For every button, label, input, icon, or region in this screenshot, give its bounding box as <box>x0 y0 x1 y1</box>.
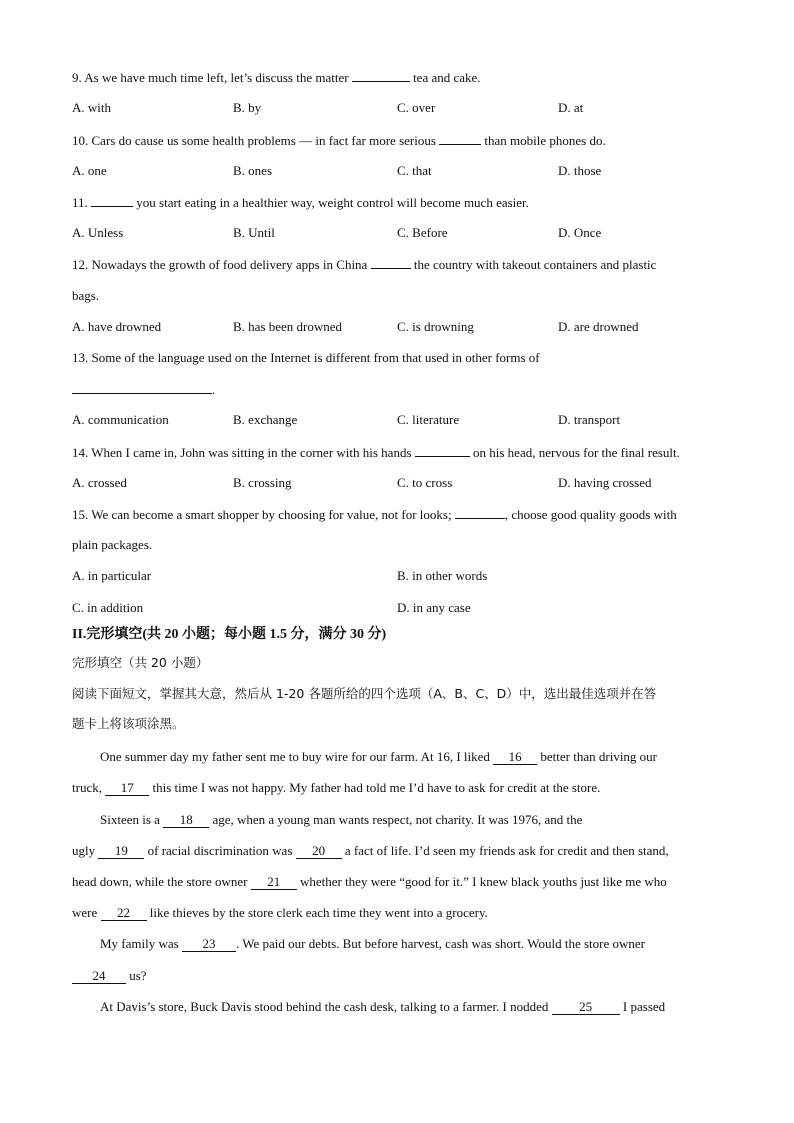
option-b: B. in other words <box>397 568 488 583</box>
passage-text: of racial discrimination was <box>144 843 296 858</box>
option-a: A. with <box>72 100 111 115</box>
stem-text: you start eating in a healthier way, weight control will become much easier. <box>133 195 529 210</box>
passage-text: this time I was not happy. My father had told me I’d have to ask for credit at the store. <box>149 780 601 795</box>
option-b: B. exchange <box>233 412 298 427</box>
blank-25: 25 <box>552 1000 620 1015</box>
blank-24: 24 <box>72 969 126 984</box>
question-14-stem <box>72 444 680 461</box>
option-a: A. in particular <box>72 568 152 583</box>
answer-blank <box>371 256 411 269</box>
passage-line <box>72 874 667 890</box>
passage-text: whether they were “good for it.” I knew black youths just like me who <box>296 874 667 889</box>
question-13-stem: 13. Some of the language used on the Internet is different from that used in other forms of <box>72 350 540 365</box>
stem-text: 14. When I came in, John was sitting in the corner with his hands <box>72 445 415 460</box>
passage-text: truck, <box>72 780 106 795</box>
option-c: C. over <box>397 100 436 115</box>
blank-19: 19 <box>98 844 144 859</box>
passage-line <box>100 812 582 828</box>
stem-text: 10. Cars do cause us some health problems — in fact far more serious <box>72 133 440 148</box>
option-b: B. crossing <box>233 475 292 490</box>
stem-text: 15. We can become a smart shopper by choosing for value, not for looks; <box>72 507 455 522</box>
option-c: C. Before <box>397 225 448 240</box>
passage-text: age, when a young man wants respect, not charity. It was 1976, and the <box>209 812 583 827</box>
blank-21: 21 <box>251 875 297 890</box>
stem-text: , choose good quality goods with <box>504 507 677 522</box>
answer-blank <box>72 381 212 394</box>
question-9-stem <box>72 69 481 86</box>
passage-line <box>72 843 669 859</box>
stem-text: 12. Nowadays the growth of food delivery apps in China <box>72 257 371 272</box>
passage-text: better than driving our <box>537 749 658 764</box>
passage-text: a fact of life. I’d seen my friends ask for credit and then stand, <box>341 843 669 858</box>
passage-text: Sixteen is a <box>100 812 164 827</box>
stem-text: tea and cake. <box>409 70 481 85</box>
question-12-stem <box>72 256 656 273</box>
option-d: D. transport <box>558 412 621 427</box>
section-instruction: 阅读下面短文，掌握其大意，然后从 1-20 各题所给的四个选项（A、B、C、D）中，选出最佳选项并在答 <box>72 686 657 701</box>
blank-20: 20 <box>296 844 342 859</box>
option-b: B. ones <box>233 163 272 178</box>
section-instruction-cont: 题卡上将该项涂黑。 <box>72 716 185 731</box>
option-c: C. to cross <box>397 475 453 490</box>
option-a: A. crossed <box>72 475 127 490</box>
passage-line <box>100 999 665 1015</box>
stem-text: 9. As we have much time left, let’s discuss the matter <box>72 70 352 85</box>
blank-16: 16 <box>493 750 537 765</box>
blank-18: 18 <box>163 813 209 828</box>
answer-blank <box>91 194 133 207</box>
blank-17: 17 <box>105 781 149 796</box>
option-a: A. one <box>72 163 107 178</box>
passage-text: us? <box>126 968 147 983</box>
question-10-stem <box>72 132 606 149</box>
answer-blank <box>415 444 470 457</box>
passage-text: At Davis’s store, Buck Davis stood behind the cash desk, talking to a farmer. I nodded <box>100 999 552 1014</box>
option-c: C. literature <box>397 412 460 427</box>
passage-line <box>100 749 657 765</box>
passage-text: ugly <box>72 843 99 858</box>
stem-text: than mobile phones do. <box>481 133 606 148</box>
option-c: C. in addition <box>72 600 144 615</box>
section-heading: II.完形填空(共 20 小题；每小题 1.5 分，满分 30 分) <box>72 627 387 642</box>
option-d: D. are drowned <box>558 319 639 334</box>
passage-line <box>100 936 645 952</box>
answer-blank <box>352 69 410 82</box>
passage-text: One summer day my father sent me to buy wire for our farm. At 16, I liked <box>100 749 494 764</box>
passage-text: head down, while the store owner <box>72 874 251 889</box>
option-c: C. is drowning <box>397 319 474 334</box>
section-subheading: 完形填空（共 20 小题） <box>72 655 209 670</box>
passage-line <box>72 968 147 984</box>
passage-line <box>72 780 600 796</box>
option-a: A. communication <box>72 412 169 427</box>
option-a: A. have drowned <box>72 319 162 334</box>
option-b: B. by <box>233 100 262 115</box>
passage-text: My family was <box>100 936 182 951</box>
option-d: D. in any case <box>397 600 471 615</box>
passage-text: like thieves by the store clerk each time they went into a grocery. <box>146 905 488 920</box>
stem-text: on his head, nervous for the final result. <box>469 445 680 460</box>
passage-text: I passed <box>619 999 666 1014</box>
question-15-stem <box>72 506 677 523</box>
passage-text: were <box>72 905 101 920</box>
blank-23: 23 <box>182 937 236 952</box>
option-d: D. having crossed <box>558 475 652 490</box>
option-b: B. Until <box>233 225 275 240</box>
stem-text: . <box>212 382 216 397</box>
option-b: B. has been drowned <box>233 319 343 334</box>
option-c: C. that <box>397 163 432 178</box>
question-15-stem-cont: plain packages. <box>72 537 153 552</box>
passage-text: . We paid our debts. But before harvest, cash was short. Would the store owner <box>235 936 645 951</box>
passage-line <box>72 905 488 921</box>
stem-text: 11. <box>72 195 92 210</box>
stem-text: the country with takeout containers and plastic <box>410 257 657 272</box>
option-d: D. Once <box>558 225 602 240</box>
option-d: D. those <box>558 163 602 178</box>
question-12-stem-cont: bags. <box>72 288 100 303</box>
answer-blank <box>455 506 505 519</box>
option-d: D. at <box>558 100 584 115</box>
question-13-stem-cont <box>72 381 215 398</box>
answer-blank <box>439 132 481 145</box>
blank-22: 22 <box>101 906 147 921</box>
option-a: A. Unless <box>72 225 124 240</box>
question-11-stem <box>72 194 529 211</box>
